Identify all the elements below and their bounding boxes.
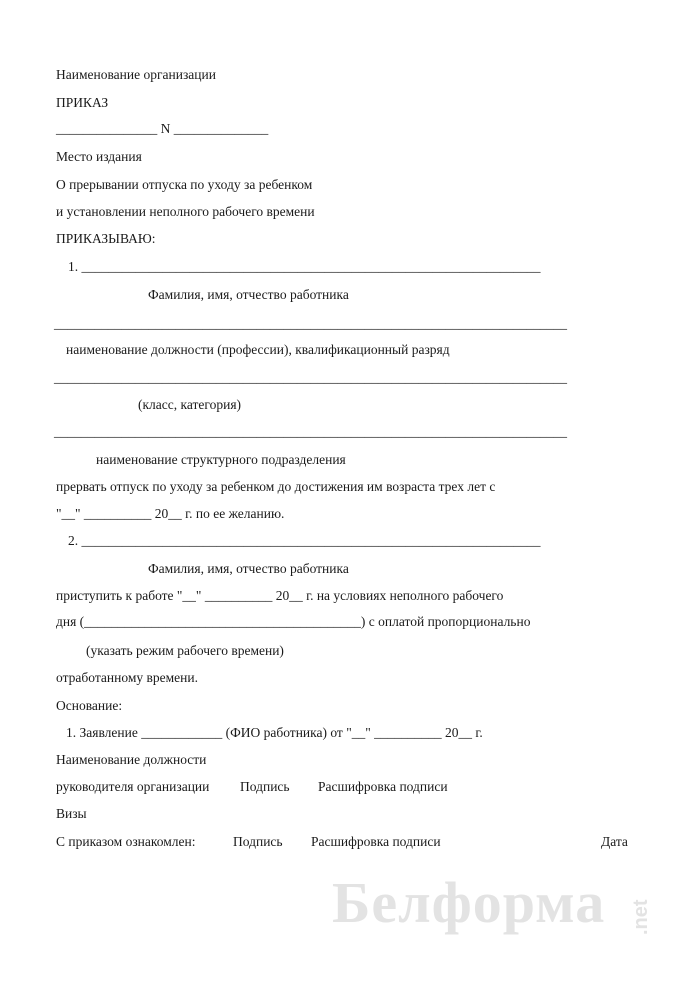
item2-fio-line: 2. ____________________________________________________________________ — [68, 533, 541, 548]
watermark-logo: Белформа — [332, 870, 606, 935]
order-subject-line1: О прерывании отпуска по уходу за ребенком — [56, 177, 313, 192]
familiar-label: С приказом ознакомлен: — [56, 834, 196, 849]
basis-item1: 1. Заявление ____________ (ФИО работника) от "__" __________ 20__ г. — [66, 725, 483, 740]
familiar-date-label: Дата — [601, 834, 628, 849]
item2-text1: приступить к работе "__" __________ 20__ г. на условиях неполного рабочего — [56, 588, 504, 603]
item1-text2: "__" __________ 20__ г. по ее желанию. — [56, 506, 285, 521]
order-word: ПРИКАЗЫВАЮ: — [56, 231, 156, 246]
watermark-logo-suffix: .net — [630, 899, 652, 935]
head-position-line1: Наименование должности — [56, 752, 207, 767]
item1-position-caption: наименование должности (профессии), квалификационный разряд — [66, 342, 450, 357]
head-position-line2: руководителя организации — [56, 779, 210, 794]
item1-class-blank: ____________________________________________________________________________ — [54, 370, 567, 385]
item1-fio-caption: Фамилия, имя, отчество работника — [148, 287, 349, 302]
item1-division-blank: ____________________________________________________________________________ — [54, 424, 567, 439]
item1-position-blank: ____________________________________________________________________________ — [54, 316, 567, 331]
place-of-issue: Место издания — [56, 149, 142, 164]
basis-title: Основание: — [56, 698, 123, 713]
item1-division-caption: наименование структурного подразделения — [96, 452, 346, 467]
item2-fio-caption: Фамилия, имя, отчество работника — [148, 561, 349, 576]
order-title: ПРИКАЗ — [56, 95, 109, 110]
familiar-signature-decode: Расшифровка подписи — [311, 834, 441, 849]
org-name: Наименование организации — [56, 67, 216, 82]
head-signature-decode: Расшифровка подписи — [318, 779, 448, 794]
head-signature-label: Подпись — [240, 779, 290, 794]
item2-mode-caption: (указать режим рабочего времени) — [86, 643, 284, 658]
item1-text1: прервать отпуск по уходу за ребенком до достижения им возраста трех лет с — [56, 479, 496, 494]
familiar-signature-label: Подпись — [233, 834, 283, 849]
order-subject-line2: и установлении неполного рабочего времени — [56, 204, 315, 219]
item1-class-caption: (класс, категория) — [138, 397, 242, 412]
item1-fio-line: 1. ____________________________________________________________________ — [68, 259, 541, 274]
item2-text3: отработанному времени. — [56, 670, 198, 685]
item2-text2: дня (_________________________________________) с оплатой пропорционально — [56, 614, 531, 629]
order-number-line: _______________ N ______________ — [56, 121, 269, 136]
visas-label: Визы — [56, 806, 87, 821]
